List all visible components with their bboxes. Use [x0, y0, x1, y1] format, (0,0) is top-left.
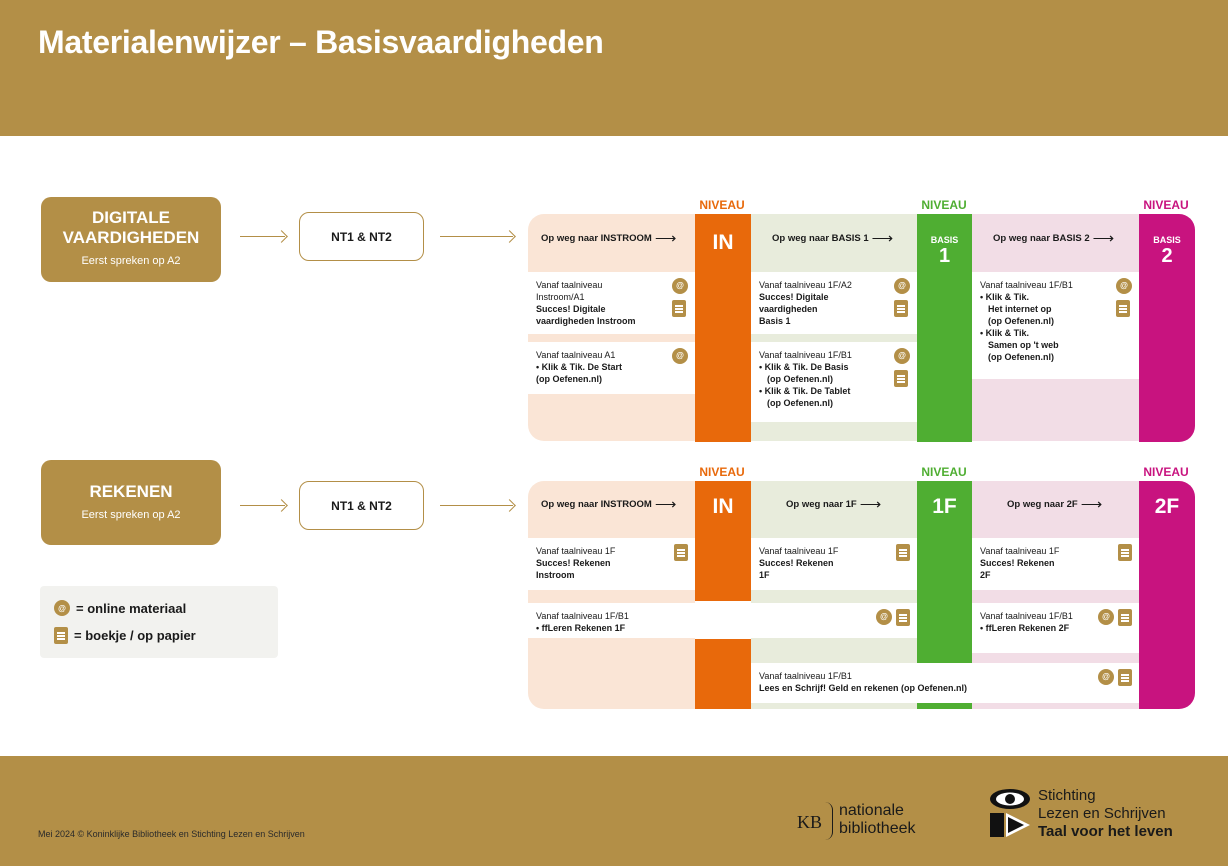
rekenen-panel [528, 481, 1195, 709]
legend [40, 586, 278, 658]
booklet-icon [674, 544, 688, 561]
rekenen-subtitle: Eerst spreken op A2 [81, 509, 181, 521]
digitaal-nt-box: NT1 & NT2 [299, 212, 424, 261]
material-card: Vanaf taalniveau 1F Succes! Rekenen 1F [751, 538, 917, 590]
sls-line1: Stichting [1038, 787, 1096, 804]
globe-icon: @ [1098, 609, 1114, 625]
kb-line1: nationale [839, 802, 904, 819]
material-card: Vanaf taalniveau 1F/B1 Lees en Schrijf! Geld en rekenen (op Oefenen.nl) @ [751, 663, 1139, 703]
zone-instroom [528, 481, 695, 709]
booklet-icon [54, 627, 68, 644]
legend-paper-label: = boekje / op papier [74, 628, 196, 643]
arrow-right-icon: ⟶ [654, 496, 677, 513]
niveau-label: NIVEAU [699, 465, 745, 479]
digitaal-title-line1: DIGITALE [91, 208, 171, 227]
booklet-icon [896, 609, 910, 626]
arrow-right-icon: ⟶ [1080, 496, 1103, 513]
booklet-icon [1118, 609, 1132, 626]
pill-basis2: BASIS 2 [1139, 214, 1195, 442]
pill-1f: 1F [917, 481, 972, 663]
header-op-weg-1f: Op weg naar 1F ⟶ [786, 496, 882, 513]
arrow-right-icon: ⟶ [859, 496, 882, 513]
copyright-text: Mei 2024 © Koninklijke Bibliotheek en Stichting Lezen en Schrijven [38, 829, 305, 839]
material-card: Vanaf taalniveau 1F Succes! Rekenen Instroom [528, 538, 695, 590]
booklet-icon [1118, 669, 1132, 686]
header-op-weg-instroom: Op weg naar INSTROOM ⟶ [541, 230, 677, 247]
rekenen-title: REKENEN [89, 482, 173, 501]
material-card: Vanaf taalniveau 1F/B1 • Klik & Tik. Het internet op (op Oefenen.nl) • Klik & Tik. Samen op 't web (op Oefenen.nl) @ [972, 272, 1139, 379]
material-card: Vanaf taalniveau A1 • Klik & Tik. De Start (op Oefenen.nl) @ [528, 342, 695, 394]
kb-logo [797, 800, 942, 842]
sls-line3: Taal voor het leven [1038, 823, 1173, 840]
material-card: Vanaf taalniveau 1F/A2 Succes! Digitale vaardigheden Basis 1 @ [751, 272, 917, 334]
header-bar [0, 0, 1228, 136]
booklet-icon [894, 370, 908, 387]
globe-icon: @ [1098, 669, 1114, 685]
pill-basis1: BASIS 1 [917, 214, 972, 442]
niveau-label: NIVEAU [921, 198, 967, 212]
niveau-label: NIVEAU [1143, 465, 1189, 479]
pill-1f-extension [917, 703, 972, 709]
rekenen-nt-box: NT1 & NT2 [299, 481, 424, 530]
kb-bracket [825, 802, 833, 840]
material-card: Vanaf taalniveau Instroom/A1 Succes! Digitale vaardigheden Instroom @ [528, 272, 695, 334]
booklet-icon [894, 300, 908, 317]
globe-icon: @ [1116, 278, 1132, 294]
globe-icon: @ [54, 600, 70, 616]
digitaal-label-box [41, 197, 221, 282]
header-op-weg-instroom: Op weg naar INSTROOM ⟶ [541, 496, 677, 513]
arrow-right-icon: ⟶ [654, 230, 677, 247]
rekenen-label-box [41, 460, 221, 545]
material-card: Vanaf taalniveau 1F Succes! Rekenen 2F [972, 538, 1139, 590]
niveau-label: NIVEAU [699, 198, 745, 212]
material-card: Vanaf taalniveau 1F/B1 • Klik & Tik. De Basis (op Oefenen.nl) • Klik & Tik. De Tablet (op Oefenen.nl) @ [751, 342, 917, 422]
pill-in: IN [695, 481, 751, 601]
pill-in: IN [695, 214, 751, 442]
eye-icon [988, 787, 1032, 839]
legend-online-label: = online materiaal [76, 600, 187, 616]
globe-icon: @ [876, 609, 892, 625]
arrow-connector [440, 505, 513, 506]
material-card: Vanaf taalniveau 1F/B1 • ffLeren Rekenen 2F @ [972, 603, 1139, 653]
arrow-connector [240, 236, 285, 237]
header-op-weg-2f: Op weg naar 2F ⟶ [1007, 496, 1103, 513]
sls-logo [988, 787, 1208, 841]
header-op-weg-basis1: Op weg naar BASIS 1 ⟶ [772, 230, 894, 247]
pill-2f: 2F [1139, 481, 1195, 709]
arrow-right-icon: ⟶ [1092, 230, 1115, 247]
arrow-connector [240, 505, 285, 506]
globe-icon: @ [672, 278, 688, 294]
arrow-connector [440, 236, 513, 237]
header-op-weg-basis2: Op weg naar BASIS 2 ⟶ [993, 230, 1115, 247]
arrow-right-icon: ⟶ [871, 230, 894, 247]
globe-icon: @ [894, 278, 910, 294]
kb-mark: KB [797, 812, 823, 832]
booklet-icon [1118, 544, 1132, 561]
material-card: Vanaf taalniveau 1F/B1 • ffLeren Rekenen 1F @ [528, 603, 917, 638]
booklet-icon [672, 300, 686, 317]
niveau-label: NIVEAU [1143, 198, 1189, 212]
booklet-icon [896, 544, 910, 561]
globe-icon: @ [672, 348, 688, 364]
globe-icon: @ [894, 348, 910, 364]
digitaal-title-line2: VAARDIGHEDEN [62, 228, 200, 247]
digitaal-subtitle: Eerst spreken op A2 [81, 255, 181, 267]
booklet-icon [1116, 300, 1130, 317]
sls-line2: Lezen en Schrijven [1038, 805, 1166, 822]
digitaal-panel [528, 214, 1195, 441]
kb-line2: bibliotheek [839, 820, 916, 837]
niveau-label: NIVEAU [921, 465, 967, 479]
page-title: Materialenwijzer – Basisvaardigheden [38, 24, 604, 60]
pill-in-extension [695, 639, 751, 709]
